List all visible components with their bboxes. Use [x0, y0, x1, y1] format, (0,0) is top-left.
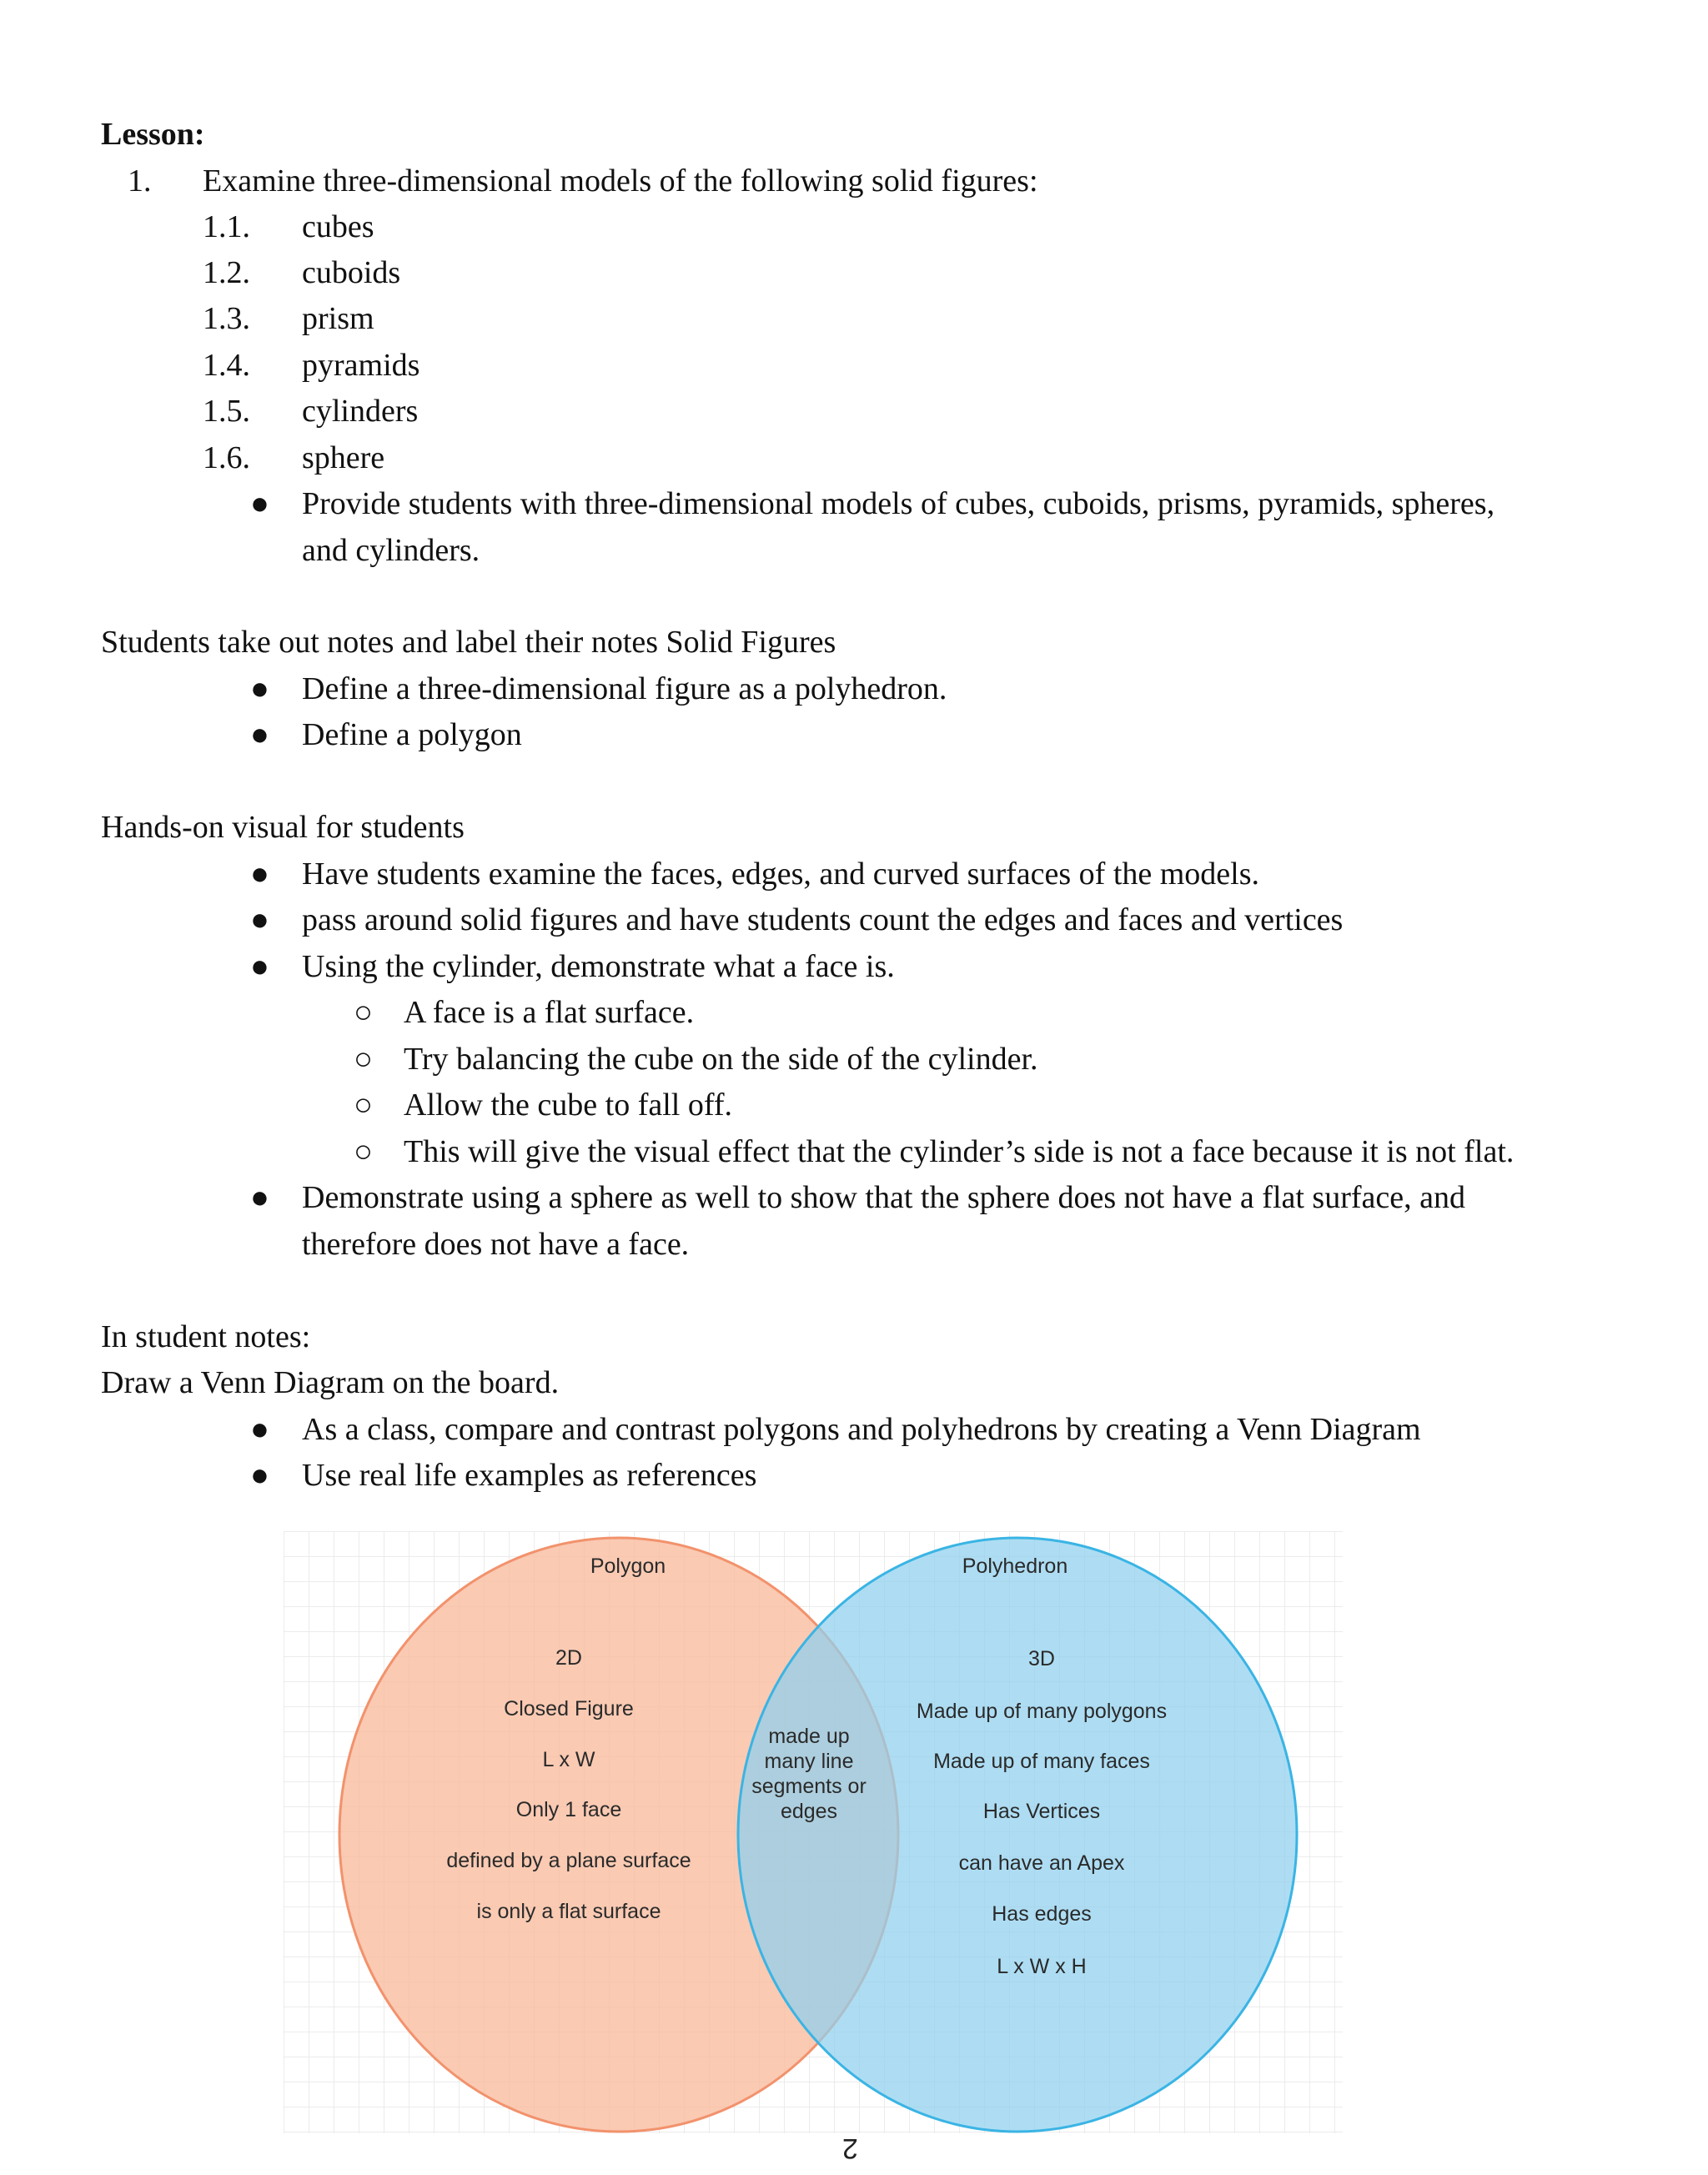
- list-item: Try balancing the cube on the side of the cylinder.: [404, 1042, 1038, 1077]
- venn-left-item: is only a flat surface: [476, 1900, 661, 1923]
- list-item: Define a three-dimensional figure as a polyhedron.: [302, 671, 947, 706]
- list-number: 1.5.: [203, 394, 250, 429]
- hollow-bullet-icon: ○: [354, 1134, 373, 1169]
- list-item: prism: [302, 301, 374, 336]
- venn-right-item: can have an Apex: [958, 1851, 1125, 1875]
- list-item: sphere: [302, 440, 385, 475]
- venn-right-item: L x W x H: [997, 1955, 1087, 1978]
- lesson-heading: Lesson:: [101, 117, 205, 152]
- venn-center-item: edges: [780, 1800, 838, 1823]
- bullet-icon: ●: [250, 1458, 269, 1493]
- paragraph: Draw a Venn Diagram on the board.: [101, 1365, 560, 1400]
- bullet-icon: ●: [250, 486, 269, 521]
- venn-right-item: 3D: [1028, 1647, 1055, 1670]
- venn-center-item: segments or: [751, 1775, 867, 1798]
- bullet-icon: ●: [250, 1412, 269, 1447]
- venn-right-item: Made up of many polygons: [916, 1700, 1168, 1723]
- list-item: Use real life examples as references: [302, 1458, 757, 1493]
- list-item: therefore does not have a face.: [302, 1227, 690, 1262]
- venn-right-item: Made up of many faces: [933, 1750, 1150, 1773]
- list-number: 1.6.: [203, 440, 250, 475]
- hollow-bullet-icon: ○: [354, 995, 373, 1030]
- venn-center-item: made up: [768, 1725, 850, 1748]
- bullet-icon: ●: [250, 902, 269, 937]
- list-number: 1.3.: [203, 301, 250, 336]
- bullet-icon: ●: [250, 1180, 269, 1215]
- venn-diagram: [284, 1531, 1343, 2133]
- list-item: Demonstrate using a sphere as well to show that the sphere does not have a flat surface, and: [302, 1180, 1465, 1215]
- bullet-icon: ●: [250, 949, 269, 984]
- venn-left-item: Only 1 face: [515, 1798, 622, 1821]
- list-item: cubes: [302, 209, 374, 244]
- venn-left-item: Closed Figure: [504, 1697, 634, 1720]
- list-number: 1.2.: [203, 255, 250, 290]
- list-item: Allow the cube to fall off.: [404, 1088, 732, 1123]
- list-item: Examine three-dimensional models of the following solid figures:: [203, 163, 1038, 198]
- paragraph: Hands-on visual for students: [101, 810, 465, 845]
- list-number: 1.: [128, 163, 152, 198]
- bullet-icon: ●: [250, 717, 269, 752]
- list-item: A face is a flat surface.: [404, 995, 695, 1030]
- list-item: cuboids: [302, 255, 401, 290]
- list-item: As a class, compare and contrast polygons and polyhedrons by creating a Venn Diagram: [302, 1412, 1421, 1447]
- list-item: and cylinders.: [302, 533, 480, 568]
- list-number: 1.4.: [203, 348, 250, 383]
- bullet-icon: ●: [250, 671, 269, 706]
- venn-left-item: L x W: [542, 1748, 595, 1771]
- page-number: 2: [842, 2132, 858, 2164]
- list-item: Define a polygon: [302, 717, 522, 752]
- hollow-bullet-icon: ○: [354, 1088, 373, 1123]
- venn-right-item: Has edges: [992, 1902, 1092, 1926]
- list-item: Provide students with three-dimensional models of cubes, cuboids, prisms, pyramids, spheres,: [302, 486, 1495, 521]
- list-item: Using the cylinder, demonstrate what a face is.: [302, 949, 895, 984]
- list-item: cylinders: [302, 394, 419, 429]
- paragraph: In student notes:: [101, 1319, 311, 1354]
- polyhedron-circle: [738, 1538, 1297, 2132]
- venn-left-item: 2D: [555, 1646, 582, 1670]
- venn-right-title: Polyhedron: [962, 1555, 1068, 1578]
- hollow-bullet-icon: ○: [354, 1042, 373, 1077]
- list-item: pass around solid figures and have students count the edges and faces and vertices: [302, 902, 1344, 937]
- list-item: pyramids: [302, 348, 420, 383]
- list-item: This will give the visual effect that the cylinder’s side is not a face because it is not flat.: [404, 1134, 1515, 1169]
- venn-left-item: defined by a plane surface: [446, 1849, 691, 1872]
- venn-left-title: Polygon: [590, 1555, 666, 1578]
- list-number: 1.1.: [203, 209, 250, 244]
- venn-right-item: Has Vertices: [982, 1800, 1101, 1823]
- bullet-icon: ●: [250, 856, 269, 892]
- venn-center-item: many line: [764, 1750, 854, 1773]
- paragraph: Students take out notes and label their notes Solid Figures: [101, 625, 836, 660]
- list-item: Have students examine the faces, edges, and curved surfaces of the models.: [302, 856, 1260, 892]
